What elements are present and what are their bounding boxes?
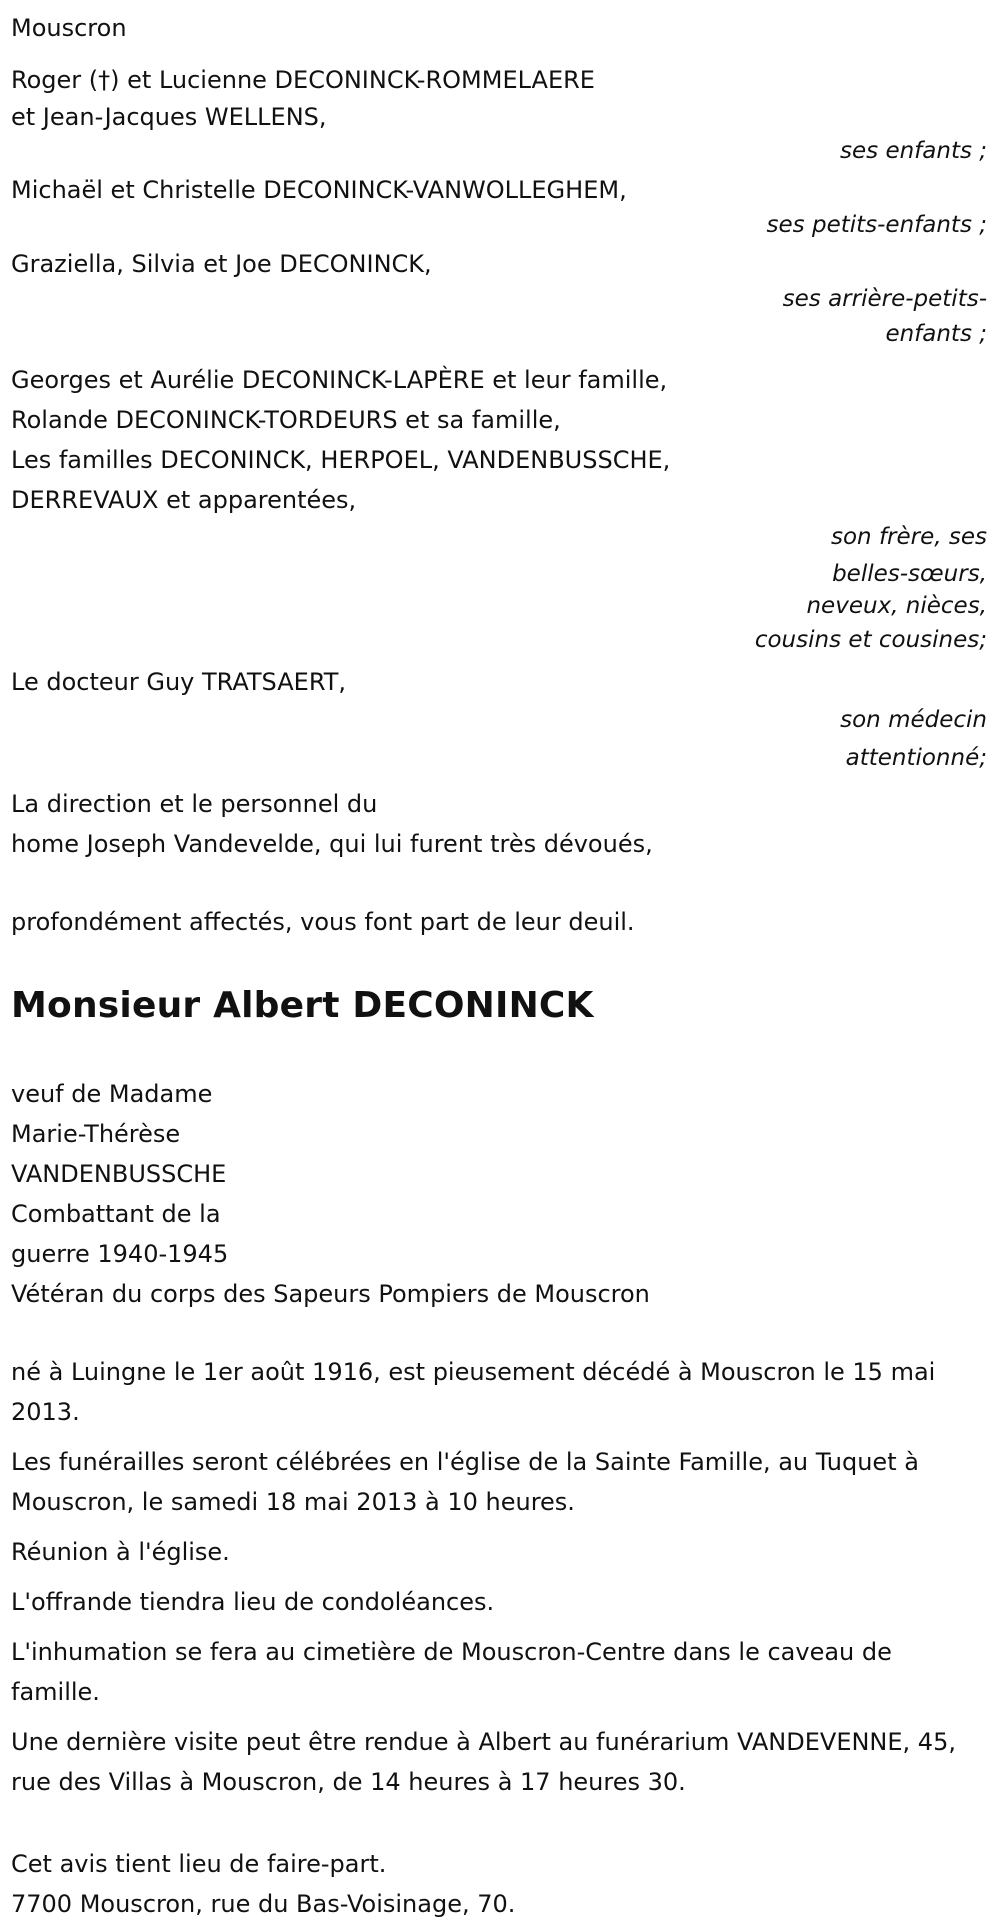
mourner-line: Georges et Aurélie DECONINCK-LAPÈRE et leur famille, <box>11 366 668 394</box>
detail-line: Combattant de la <box>11 1200 221 1228</box>
relation-label: enfants ; <box>885 321 987 347</box>
mourner-line: et Jean-Jacques WELLENS, <box>11 103 327 131</box>
mourner-line: Roger (†) et Lucienne DECONINCK-ROMMELAERE <box>11 66 595 94</box>
mourner-line: home Joseph Vandevelde, qui lui furent très dévoués, <box>11 830 653 858</box>
location: Mouscron <box>11 14 127 42</box>
footer-address: 7700 Mouscron, rue du Bas-Voisinage, 70. <box>11 1890 516 1918</box>
footer-line: Cet avis tient lieu de faire-part. <box>11 1850 387 1878</box>
mourner-line: Les familles DECONINCK, HERPOEL, VANDENBUSSCHE, <box>11 446 671 474</box>
mourner-line: La direction et le personnel du <box>11 790 378 818</box>
mourner-group-children <box>11 60 987 168</box>
paragraph-burial: L'inhumation se fera au cimetière de Mouscron-Centre dans le caveau de famille. <box>11 1638 892 1706</box>
deceased-details <box>11 1074 987 1314</box>
relation-label: son médecin <box>840 707 987 733</box>
mourner-group-siblings-family <box>11 360 987 662</box>
paragraph-birth-death: né à Luingne le 1er août 1916, est pieusement décédé à Mouscron le 15 mai 2013. <box>11 1358 936 1426</box>
relation-label: ses arrière-petits- <box>782 286 987 312</box>
mourner-group-care-home <box>11 784 987 864</box>
detail-line: Marie-Thérèse <box>11 1120 181 1148</box>
detail-line: veuf de Madame <box>11 1080 213 1108</box>
paragraph-visitation: Une dernière visite peut être rendue à Albert au funérarium VANDEVENNE, 45, rue des Villas à Mouscron, de 14 heures à 17 heures 30. <box>11 1728 956 1796</box>
relation-label: belles-sœurs, <box>832 561 987 587</box>
relation-label: ses enfants ; <box>840 138 987 164</box>
paragraph-offering: L'offrande tiendra lieu de condoléances. <box>11 1588 495 1616</box>
deceased-name-heading: Monsieur Albert DECONINCK <box>11 985 594 1026</box>
paragraph-meeting: Réunion à l'église. <box>11 1538 230 1566</box>
detail-line: Vétéran du corps des Sapeurs Pompiers de Mouscron <box>11 1280 650 1308</box>
mourner-line: Le docteur Guy TRATSAERT, <box>11 668 347 696</box>
mourner-group-great-grandchildren <box>11 244 987 354</box>
mourner-group-doctor <box>11 662 987 778</box>
relation-label: attentionné; <box>845 745 987 771</box>
footer <box>11 1844 987 1924</box>
mourner-line: Graziella, Silvia et Joe DECONINCK, <box>11 250 432 278</box>
relation-label: ses petits-enfants ; <box>766 212 987 238</box>
relation-label: neveux, nièces, <box>806 593 987 619</box>
detail-line: VANDENBUSSCHE <box>11 1160 227 1188</box>
mourner-group-grandchildren <box>11 170 987 240</box>
mourner-line: DERREVAUX et apparentées, <box>11 486 357 514</box>
relation-label: cousins et cousines; <box>754 627 987 653</box>
funeral-information <box>11 1352 987 1802</box>
paragraph-funeral: Les funérailles seront célébrées en l'église de la Sainte Famille, au Tuquet à Mouscron, le samedi 18 mai 2013 à 10 heures. <box>11 1448 919 1516</box>
mourner-line: Michaël et Christelle DECONINCK-VANWOLLEGHEM, <box>11 176 627 204</box>
mourner-line: Rolande DECONINCK-TORDEURS et sa famille, <box>11 406 561 434</box>
detail-line: guerre 1940-1945 <box>11 1240 229 1268</box>
relation-label: son frère, ses <box>831 524 987 550</box>
announcement-text: profondément affectés, vous font part de leur deuil. <box>11 908 635 936</box>
